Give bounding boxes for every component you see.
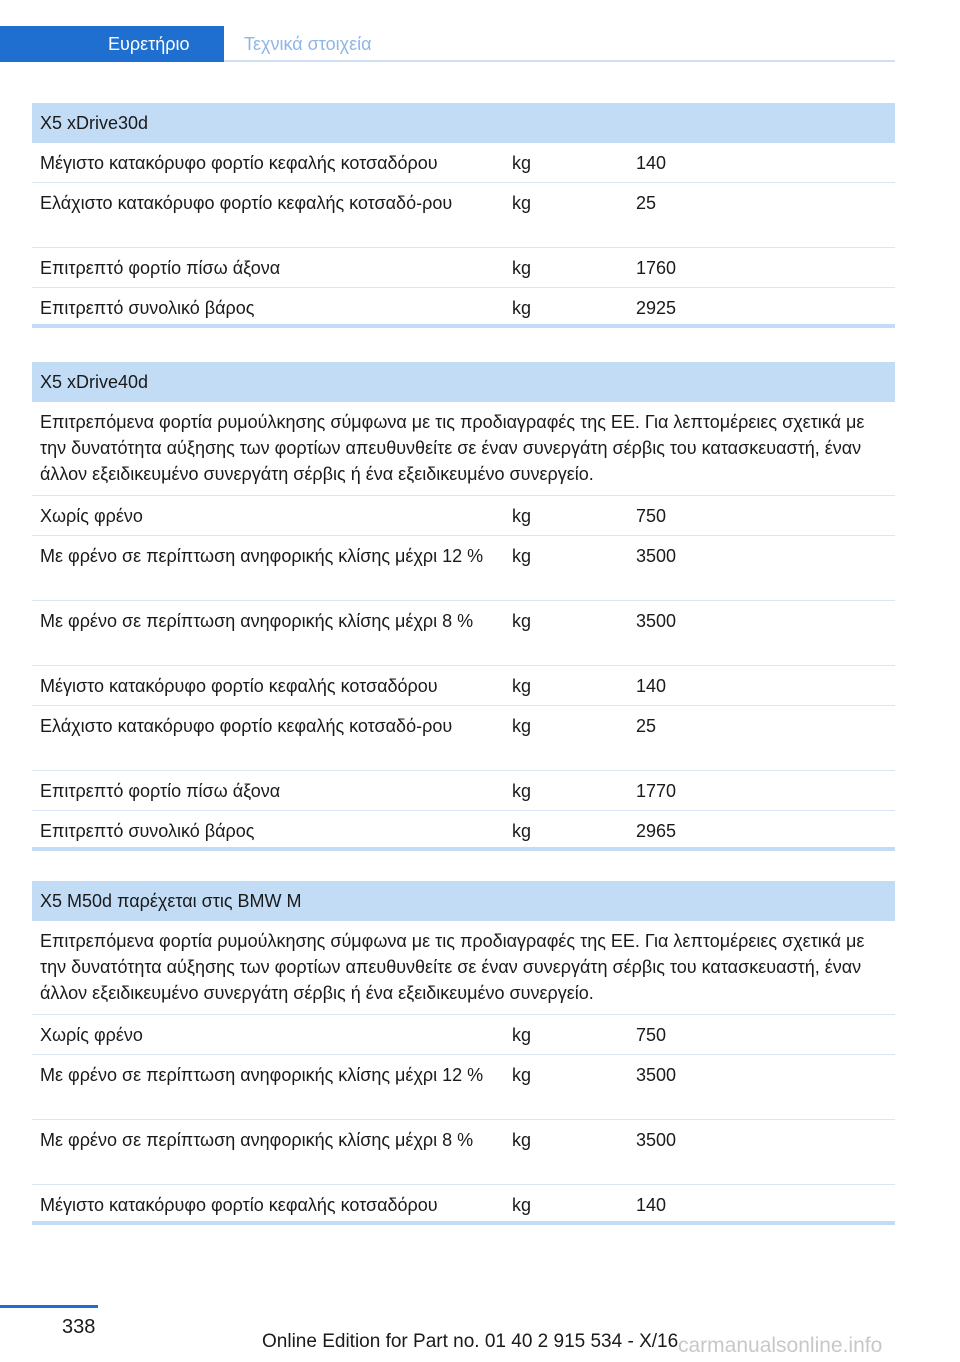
table-row xyxy=(32,1055,895,1120)
table-row xyxy=(32,536,895,601)
row-label: Με φρένο σε περίπτωση ανηφορικής κλίσης μέχρι 8 % xyxy=(40,611,474,631)
row-value: 3500 xyxy=(636,546,677,566)
table-row xyxy=(32,1120,895,1185)
table-row xyxy=(32,601,895,666)
row-unit: kg xyxy=(512,546,532,566)
row-unit: kg xyxy=(512,258,532,278)
table-row xyxy=(32,706,895,771)
footer-accent-line xyxy=(0,1305,98,1308)
spec-table-m50d xyxy=(32,881,895,1225)
row-value: 25 xyxy=(636,193,657,213)
table-title: X5 M50d παρέχεται στις BMW M xyxy=(32,881,895,921)
table-title: X5 xDrive40d xyxy=(32,362,895,402)
row-label: Μέγιστο κατακόρυφο φορτίο κεφαλής κοτσαδόρου xyxy=(40,676,438,696)
row-label: Χωρίς φρένο xyxy=(40,1025,143,1045)
watermark-text: carmanualsonline.info xyxy=(678,1334,883,1357)
row-label: Μέγιστο κατακόρυφο φορτίο κεφαλής κοτσαδόρου xyxy=(40,1195,438,1215)
row-value: 140 xyxy=(636,153,667,173)
tab-index[interactable]: Ευρετήριο xyxy=(0,26,224,62)
row-label: Με φρένο σε περίπτωση ανηφορικής κλίσης μέχρι 12 % xyxy=(40,1065,484,1085)
row-label: Επιτρεπτό συνολικό βάρος xyxy=(40,821,255,841)
table-row xyxy=(32,1185,895,1225)
row-value: 25 xyxy=(636,716,657,736)
row-unit: kg xyxy=(512,716,532,736)
row-label: Ελάχιστο κατακόρυφο φορτίο κεφαλής κοτσαδό‑ρου xyxy=(40,716,453,736)
table-row xyxy=(32,288,895,328)
table-row xyxy=(32,811,895,851)
row-label: Επιτρεπτό συνολικό βάρος xyxy=(40,298,255,318)
row-value: 750 xyxy=(636,1025,667,1045)
row-label: Επιτρεπτό φορτίο πίσω άξονα xyxy=(40,781,281,801)
row-value: 3500 xyxy=(636,611,677,631)
table-row xyxy=(32,771,895,811)
row-unit: kg xyxy=(512,611,532,631)
row-unit: kg xyxy=(512,821,532,841)
row-unit: kg xyxy=(512,193,532,213)
table-row xyxy=(32,1015,895,1055)
page-number: 338 xyxy=(62,1316,96,1338)
row-unit: kg xyxy=(512,781,532,801)
row-label: Επιτρεπτό φορτίο πίσω άξονα xyxy=(40,258,281,278)
row-value: 2925 xyxy=(636,298,677,318)
row-label: Με φρένο σε περίπτωση ανηφορικής κλίσης μέχρι 12 % xyxy=(40,546,484,566)
row-unit: kg xyxy=(512,298,532,318)
row-label: Μέγιστο κατακόρυφο φορτίο κεφαλής κοτσαδόρου xyxy=(40,153,438,173)
row-unit: kg xyxy=(512,1195,532,1215)
row-unit: kg xyxy=(512,1130,532,1150)
row-unit: kg xyxy=(512,506,532,526)
row-value: 750 xyxy=(636,506,667,526)
table-row xyxy=(32,666,895,706)
row-unit: kg xyxy=(512,676,532,696)
row-label: Με φρένο σε περίπτωση ανηφορικής κλίσης μέχρι 8 % xyxy=(40,1130,474,1150)
table-row xyxy=(32,496,895,536)
row-unit: kg xyxy=(512,1025,532,1045)
tab-technical-data[interactable]: Τεχνικά στοιχεία xyxy=(244,34,372,54)
row-value: 140 xyxy=(636,1195,667,1215)
table-title: X5 xDrive30d xyxy=(32,103,895,143)
spec-table-xdrive30d xyxy=(32,103,895,328)
row-label: Χωρίς φρένο xyxy=(40,506,143,526)
row-unit: kg xyxy=(512,1065,532,1085)
row-value: 3500 xyxy=(636,1065,677,1085)
row-value: 140 xyxy=(636,676,667,696)
row-unit: kg xyxy=(512,153,532,173)
table-row xyxy=(32,183,895,248)
row-label: Ελάχιστο κατακόρυφο φορτίο κεφαλής κοτσαδό‑ρου xyxy=(40,193,453,213)
row-value: 2965 xyxy=(636,821,677,841)
page-header xyxy=(0,26,895,62)
table-row xyxy=(32,248,895,288)
row-value: 3500 xyxy=(636,1130,677,1150)
row-value: 1770 xyxy=(636,781,677,801)
row-value: 1760 xyxy=(636,258,677,278)
edition-text: Online Edition for Part no. 01 40 2 915 534 - X/16 xyxy=(262,1331,679,1352)
table-note: Επιτρεπόμενα φορτία ρυμούλκησης σύμφωνα με τις προδιαγραφές της ΕΕ. Για λεπτομέρειες σχετικά με την δυνατότητα αύξησης των φορτίων απευθυνθείτε σε έναν συνεργάτη σέρβις του κατασκευαστή, έναν άλλον εξειδικευμένο συνεργάτη σέρβις ή ένα εξειδικευμένο συνεργείο. xyxy=(32,402,895,496)
spec-table-xdrive40d xyxy=(32,362,895,851)
table-row xyxy=(32,143,895,183)
table-note: Επιτρεπόμενα φορτία ρυμούλκησης σύμφωνα με τις προδιαγραφές της ΕΕ. Για λεπτομέρειες σχετικά με την δυνατότητα αύξησης των φορτίων απευθυνθείτε σε έναν συνεργάτη σέρβις του κατασκευαστή, έναν άλλον εξειδικευμένο συνεργάτη σέρβις ή ένα εξειδικευμένο συνεργείο. xyxy=(32,921,895,1015)
